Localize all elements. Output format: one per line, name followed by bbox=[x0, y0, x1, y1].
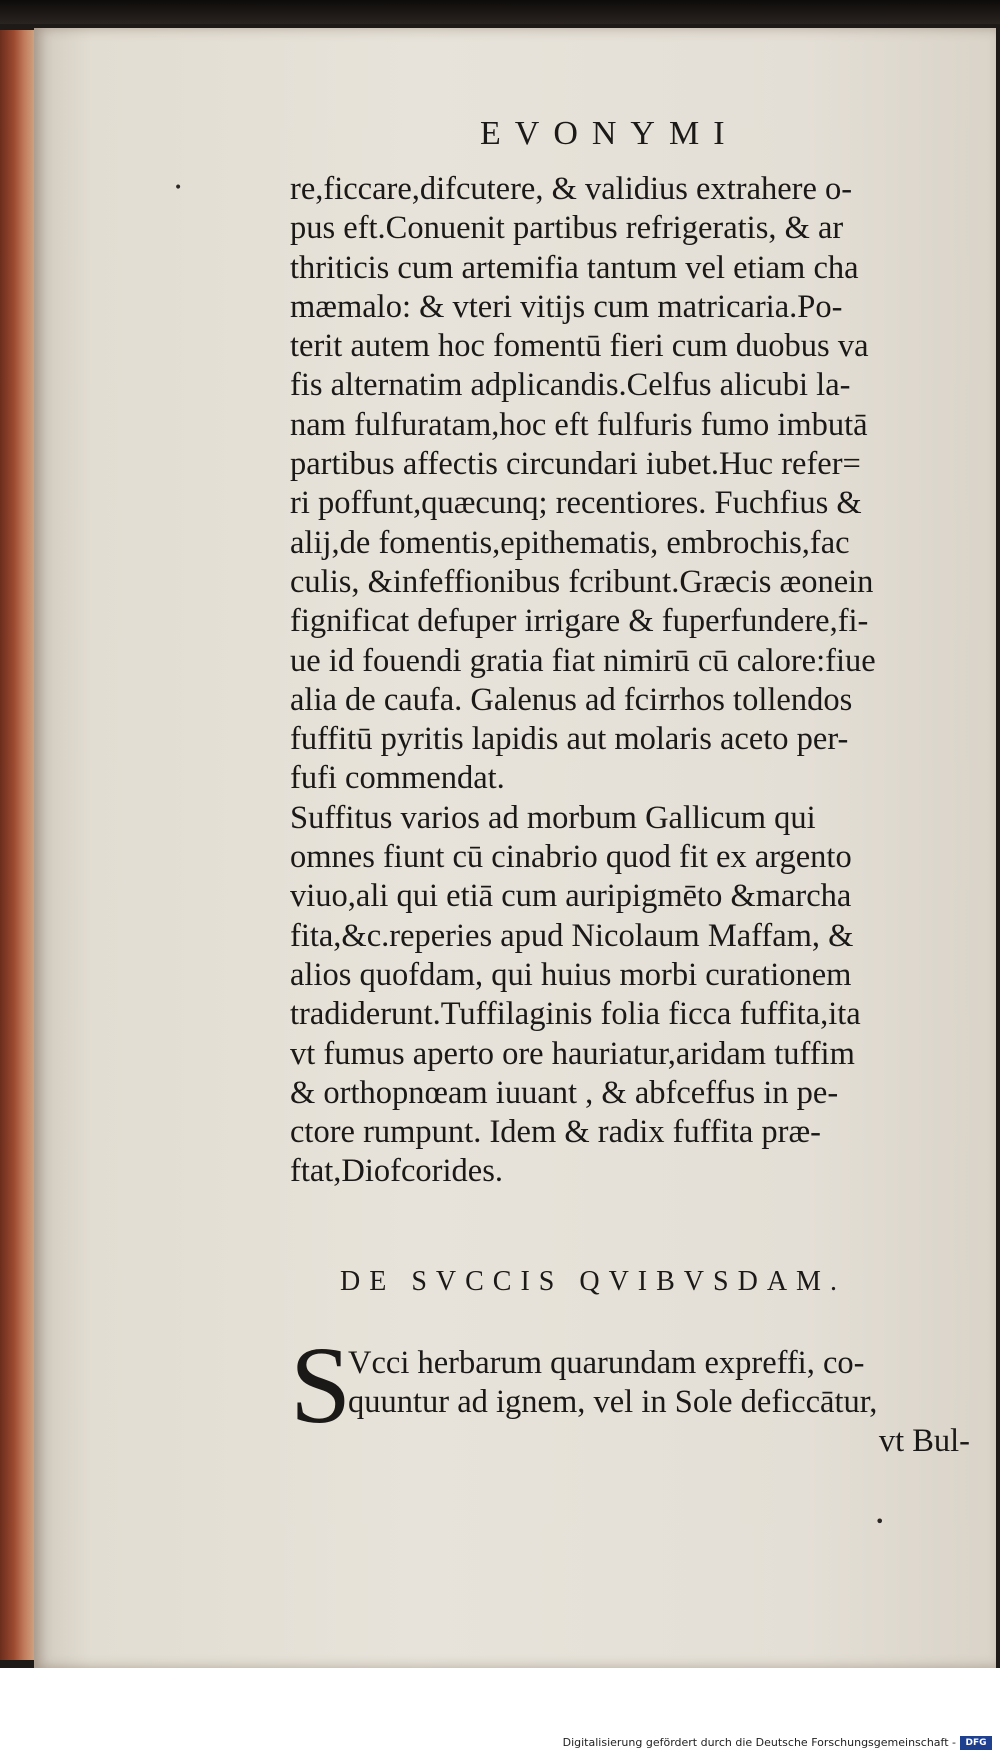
text-line: fufi commendat. bbox=[290, 760, 505, 797]
text-line: tradiderunt.Tuffilaginis folia ficca fuffita,ita bbox=[290, 996, 861, 1033]
margin-mark: • bbox=[174, 180, 183, 196]
text-line: ri poffunt,quæcunq; recentiores. Fuchfius & bbox=[290, 485, 862, 522]
text-line: pus eft.Conuenit partibus refrigeratis, & ar bbox=[290, 210, 844, 247]
text-line: fis alternatim adplicandis.Celfus alicubi la- bbox=[290, 367, 851, 404]
text-line: mæmalo: & vteri vitijs cum matricaria.Po- bbox=[290, 288, 843, 325]
dfg-logo-icon: DFG bbox=[960, 1736, 992, 1750]
text-line: ctore rumpunt. Idem & radix fuffita præ- bbox=[290, 1114, 821, 1151]
drop-cap-initial: S bbox=[290, 1324, 352, 1446]
text-line: fita,&c.reperies apud Nicolaum Maffam, & bbox=[290, 917, 854, 954]
catchword: vt Bul- bbox=[878, 1423, 970, 1459]
text-line: terit autem hoc fomentū fieri cum duobus va bbox=[290, 328, 869, 365]
text-line: Vcci herbarum quarundam expreffi, co- bbox=[348, 1345, 865, 1381]
text-line: omnes fiunt cū cinabrio quod fit ex argento bbox=[290, 839, 852, 876]
text-line: thriticis cum artemifia tantum vel etiam cha bbox=[290, 249, 859, 286]
text-line: fuffitū pyritis lapidis aut molaris aceto per- bbox=[290, 721, 849, 758]
bottom-mark: • bbox=[875, 1512, 885, 1531]
text-line: re,ficcare,difcutere, & validius extrahere o- bbox=[290, 171, 853, 207]
footer-credit: Digitalisierung gefördert durch die Deutsche Forschungsgemeinschaft - bbox=[562, 1736, 956, 1749]
text-line: Suffitus varios ad morbum Gallicum qui bbox=[290, 799, 816, 836]
text-line: culis, &infeffionibus fcribunt.Græcis æonein bbox=[290, 563, 874, 600]
running-head: EVONYMI bbox=[480, 115, 739, 152]
text-line: partibus affectis circundari iubet.Huc refer= bbox=[290, 446, 861, 483]
text-line: ftat,Diofcorides. bbox=[290, 1153, 503, 1190]
section-heading: DE SVCCIS QVIBVSDAM. bbox=[340, 1266, 846, 1297]
body-text bbox=[290, 170, 970, 1192]
text-line: quuntur ad ignem, vel in Sole deficcātur, bbox=[348, 1384, 878, 1420]
text-line: & orthopnœam iuuant , & abfceffus in pe- bbox=[290, 1074, 839, 1111]
text-line: alij,de fomentis,epithematis, embrochis,fac bbox=[290, 524, 850, 561]
top-band bbox=[0, 0, 1000, 24]
section-text bbox=[348, 1344, 978, 1461]
text-line: viuo,ali qui etiā cum auripigmēto &marcha bbox=[290, 878, 852, 915]
text-line: vt fumus aperto ore hauriatur,aridam tuffim bbox=[290, 1035, 855, 1072]
text-line: fignificat defuper irrigare & fuperfundere,fi- bbox=[290, 603, 869, 640]
text-line: alios quofdam, qui huius morbi curationem bbox=[290, 956, 852, 993]
text-line: alia de caufa. Galenus ad fcirrhos tollendos bbox=[290, 681, 853, 718]
text-line: ue id fouendi gratia fiat nimirū cū calore:fiue bbox=[290, 642, 876, 679]
footer-bar bbox=[0, 1668, 1000, 1753]
text-line: nam fulfuratam,hoc eft fulfuris fumo imbutā bbox=[290, 406, 868, 443]
